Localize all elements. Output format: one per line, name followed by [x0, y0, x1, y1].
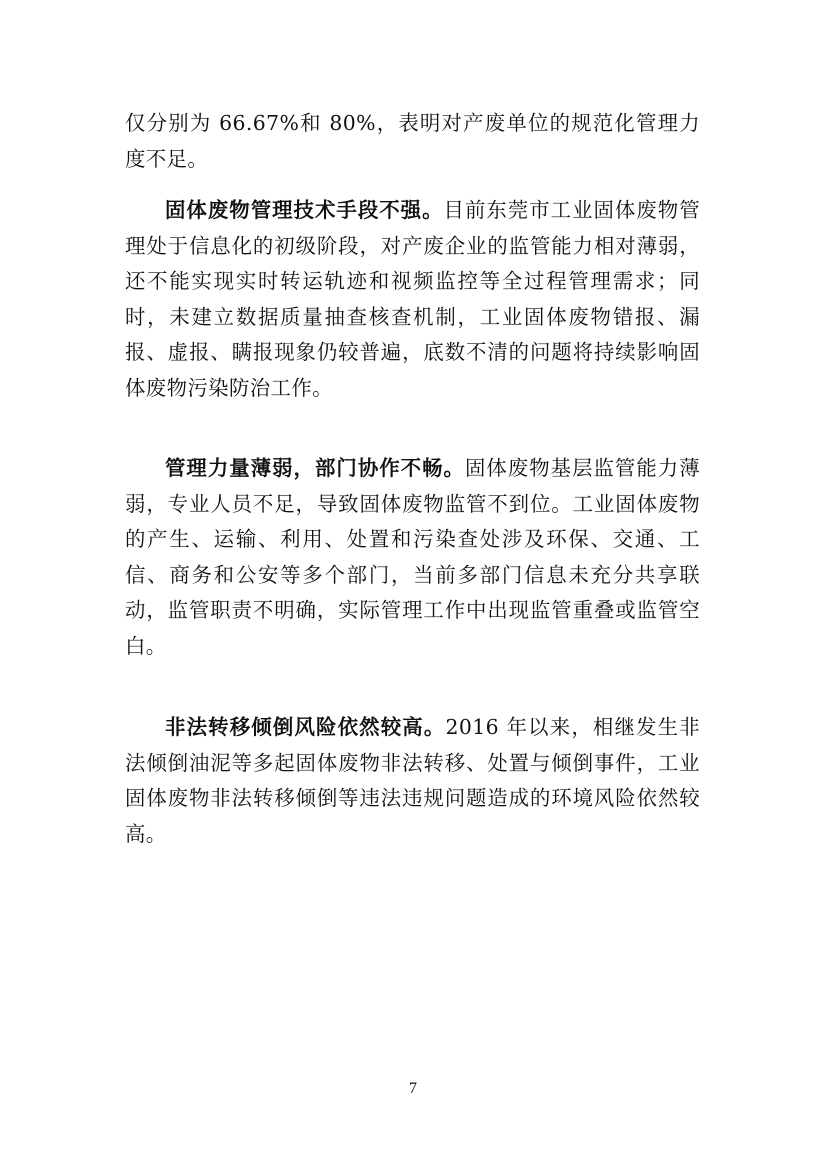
paragraph-management-capacity — [125, 451, 700, 664]
paragraph-lead: 非法转移倾倒风险依然较高。 — [165, 715, 446, 739]
paragraph-text: 仅分别为 66.67%和 80%，表明对产废单位的规范化管理力度不足。 — [125, 111, 700, 171]
paragraph-lead: 固体废物管理技术手段不强。 — [165, 198, 444, 222]
paragraph-technical-means — [125, 193, 700, 406]
paragraph-illegal-dumping-risk — [125, 710, 700, 852]
page-number: 7 — [409, 1080, 417, 1097]
paragraph-continuation — [125, 106, 700, 177]
paragraph-text: 固体废物基层监管能力薄弱，专业人员不足，导致固体废物监管不到位。工业固体废物的产生、运输、利用、处置和污染查处涉及环保、交通、工信、商务和公安等多个部门，当前多部门信息未充分共享联动，监管职责不明确，实际管理工作中出现监管重叠或监管空白。 — [125, 456, 700, 658]
paragraph-text: 目前东莞市工业固体废物管理处于信息化的初级阶段，对产废企业的监管能力相对薄弱，还不能实现实时转运轨迹和视频监控等全过程管理需求；同时，未建立数据质量抽查核查机制，工业固体废物错报、漏报、虚报、瞒报现象仍较普遍，底数不清的问题将持续影响固体废物污染防治工作。 — [125, 198, 700, 400]
paragraph-text: 2016 年以来，相继发生非法倾倒油泥等多起固体废物非法转移、处置与倾倒事件，工业固体废物非法转移倾倒等违法违规问题造成的环境风险依然较高。 — [125, 715, 700, 846]
paragraph-lead: 管理力量薄弱，部门协作不畅。 — [165, 456, 465, 480]
